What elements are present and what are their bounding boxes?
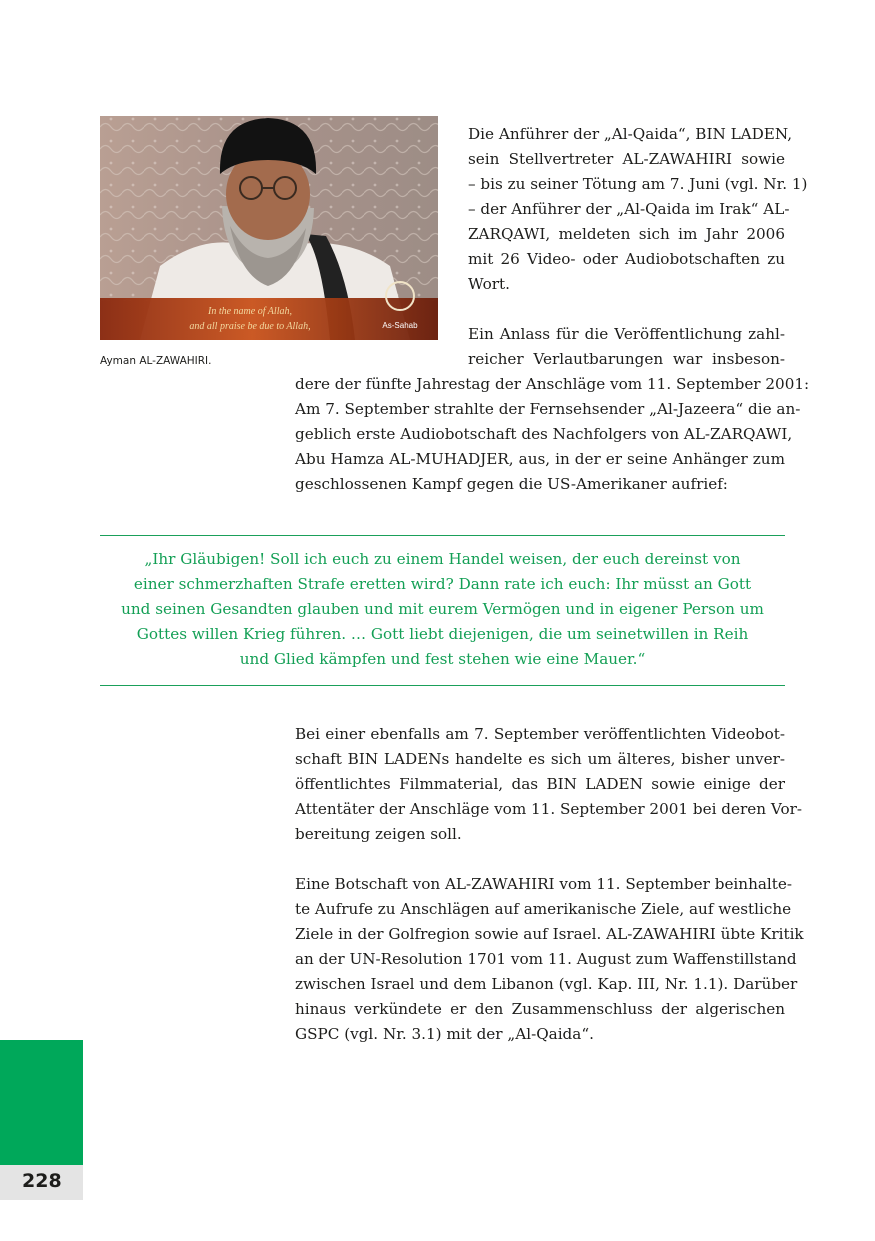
page-number: 228 [22,1170,62,1192]
text-line: schaft BIN LADENs handelte es sich um älteres, bisher unver- [295,750,785,768]
anlass-paragraph-start [468,322,785,372]
text-line: bereitung zeigen soll. [295,825,462,843]
text-line: geschlossenen Kampf gegen die US-Amerikaner aufrief: [295,475,728,493]
photo-logo-label: As-Sahab [382,321,418,330]
text-line: sein Stellvertreter AL-ZAWAHIRI sowie [468,150,785,168]
text-line: Abu Hamza AL-MUHADJER, aus, in der er seine Anhänger zum [295,450,785,468]
text-line: hinaus verkündete er den Zusammenschluss der algerischen [295,1000,785,1018]
photo-caption: Ayman AL-ZAWAHIRI. [100,355,212,367]
text-line: – bis zu seiner Tötung am 7. Juni (vgl. Nr. 1) [468,175,808,193]
pull-quote [100,547,785,672]
anlass-paragraph-continued [295,372,810,497]
text-line: Die Anführer der „Al-Qaida“, BIN LADEN, [468,125,793,143]
text-line: geblich erste Audiobotschaft des Nachfolgers von AL-ZARQAWI, [295,425,793,443]
text-line: Am 7. September strahlte der Fernsehsender „Al-Jazeera“ die an- [295,400,801,418]
text-line: Ein Anlass für die Veröffentlichung zahl- [468,325,785,343]
photo-overlay-line-2: and all praise be due to Allah, [189,321,311,332]
quote-line: einer schmerzhaften Strafe eretten wird? Dann rate ich euch: Ihr müsst an Gott [133,575,752,593]
text-line: Attentäter der Anschläge vom 11. September 2001 bei deren Vor- [295,800,802,818]
text-line: ZARQAWI, meldeten sich im Jahr 2006 [468,225,785,243]
zawahiri-paragraph [295,872,804,1047]
quote-rule-top [100,535,785,536]
intro-paragraph [468,122,808,297]
quote-line: Gottes willen Krieg führen. … Gott liebt diejenigen, die um seinetwillen in Reih [136,625,749,643]
video-paragraph [295,722,802,847]
text-line: reicher Verlautbarungen war insbeson- [468,350,785,368]
text-line: GSPC (vgl. Nr. 3.1) mit der „Al-Qaida“. [295,1025,594,1043]
text-line: dere der fünfte Jahrestag der Anschläge vom 11. September 2001: [295,375,810,393]
text-line: an der UN-Resolution 1701 vom 11. August zum Waffenstillstand [295,950,797,968]
chapter-side-tab [0,1040,83,1165]
text-line: Ziele in der Golfregion sowie auf Israel. AL-ZAWAHIRI übte Kritik [295,925,804,943]
text-line: te Aufrufe zu Anschlägen auf amerikanische Ziele, auf westliche [295,900,792,918]
text-line: Bei einer ebenfalls am 7. September veröffentlichten Videobot- [295,725,785,743]
text-line: öffentlichtes Filmmaterial, das BIN LADEN sowie einige der [295,775,785,793]
quote-line: „Ihr Gläubigen! Soll ich euch zu einem Handel weisen, der euch dereinst von [144,550,741,568]
photo-ayman-al-zawahiri [100,116,438,340]
text-line: – der Anführer der „Al-Qaida im Irak“ AL- [468,200,790,218]
text-line: Eine Botschaft von AL-ZAWAHIRI vom 11. September beinhalte- [295,875,792,893]
text-line: mit 26 Video- oder Audiobotschaften zu [468,250,785,268]
quote-rule-bottom [100,685,785,686]
photo-overlay-line-1: In the name of Allah, [208,306,292,317]
quote-line: und Glied kämpfen und fest stehen wie eine Mauer.“ [239,650,646,668]
text-line: zwischen Israel und dem Libanon (vgl. Kap. III, Nr. 1.1). Darüber [295,975,798,993]
text-line: Wort. [468,275,510,293]
quote-line: und seinen Gesandten glauben und mit eurem Vermögen und in eigener Person um [121,600,764,618]
